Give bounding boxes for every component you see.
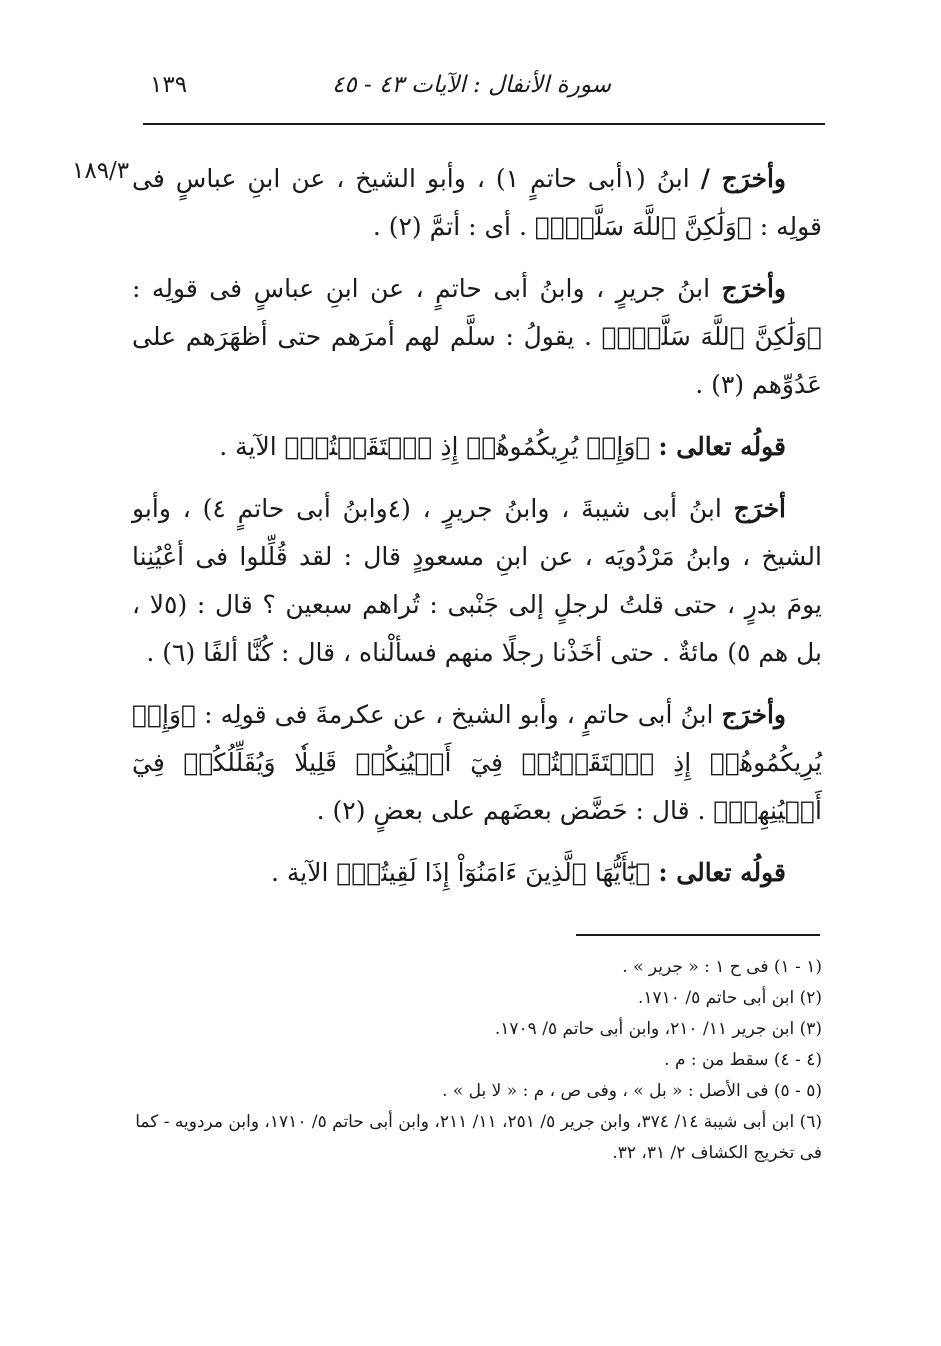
footnote-3: (٣) ابن جرير ١١/ ٢١٠، وابن أبى حاتم ٥/ ١٧٠٩.	[494, 1019, 822, 1039]
footnote-4: (٤ - ٤) سقط من : م .	[664, 1050, 822, 1070]
paragraph-text: ابنُ جريرٍ ، وابنُ أبى حاتمٍ ، عن ابنِ عباسٍ فى قولِه : ﴿وَلَٰكِنَّ ٱللَّهَ سَلَّمَۗ﴾ . يقولُ : سلَّم لهم أمرَهم حتى أظهَرَهم على عَدُوِّهم (٣) .	[132, 274, 822, 399]
page-number: ١٣٩	[150, 72, 188, 98]
paragraph-text: ﴿وَإِذۡ يُرِيكُمُوهُمۡ إِذِ ٱلۡتَقَيۡتُمۡ﴾ الآية .	[219, 432, 651, 461]
volume-page-reference: ١٨٩/٣	[72, 158, 130, 184]
paragraph-lead: أخرَج	[733, 494, 787, 523]
paragraph-lead: وأخرَج	[721, 700, 786, 729]
paragraph-lead: وأخرَج /	[700, 164, 787, 193]
running-header	[120, 72, 821, 112]
paragraph-text: ابنُ (١أبى حاتمٍ ١) ، وأبو الشيخ ، عن ابنِ عباسٍ فى قولِه : ﴿وَلَٰكِنَّ ٱللَّهَ سَلَّمَۗ﴾ . أى : أتمَّ (٢) .	[132, 164, 822, 241]
footnote-6: (٦) ابن أبى شيبة ١٤/ ٣٧٤، وابن جرير ٥/ ٢٥١، ١١/ ٢١١، وابن أبى حاتم ٥/ ١٧١٠، وابن مردويه - كما فى تخريج الكشاف ٢/ ٣١، ٣٢.	[135, 1112, 822, 1163]
paragraph-1	[132, 155, 822, 251]
paragraph-text: ابنُ أبى شيبةَ ، وابنُ جريرٍ ، (٤وابنُ أبى حاتمٍ ٤) ، وأبو الشيخ ، وابنُ مَرْدُويَه ، عن ابنِ مسعودٍ قال : لقد قُلِّلوا فى أعْيُنِنا يومَ بدرٍ ، حتى قلتُ لرجلٍ إلى جَنْبى : تُراهم سبعين ؟ قال : (٥لا ، بل هم ٥) مائةٌ . حتى أخَذْنا رجلًا منهم فسألْناه ، قال : كُنَّا ألفًا (٦) .	[132, 494, 822, 667]
footnote-5: (٥ - ٥) فى الأصل : « بل » ، وفى ص ، م : « لا بل » .	[442, 1081, 822, 1101]
verse-heading-2	[132, 849, 822, 897]
paragraph-text: ابنُ أبى حاتمٍ ، وأبو الشيخ ، عن عكرمةَ فى قولِه : ﴿وَإِذۡ يُرِيكُمُوهُمۡ إِذِ ٱلۡتَقَيۡتُمۡ فِيٓ أَعۡيُنِكُمۡ قَلِيلٗا وَيُقَلِّلُكُمۡ فِيٓ أَعۡيُنِهِمۡ﴾ . قال : حَضَّض بعضَهم على بعضٍ (٢) .	[132, 700, 822, 825]
paragraph-2	[132, 265, 822, 409]
paragraph-3	[132, 485, 822, 677]
surah-title: سورة الأنفال : الآيات ٤٣ - ٤٥	[332, 72, 611, 98]
paragraph-lead: قولُه تعالى :	[658, 858, 786, 887]
paragraph-lead: وأخرَج	[721, 274, 786, 303]
footnote-2: (٢) ابن أبى حاتم ٥/ ١٧١٠.	[637, 988, 822, 1008]
paragraph-lead: قولُه تعالى :	[658, 432, 786, 461]
paragraph-text: ﴿يَٰٓأَيُّهَا ٱلَّذِينَ ءَامَنُوٓاْ إِذَا لَقِيتُمۡ﴾ الآية .	[270, 858, 651, 887]
footnote-1: (١ - ١) فى ح ١ : « جرير » .	[622, 957, 822, 977]
verse-heading-1	[132, 423, 822, 471]
paragraph-4	[132, 691, 822, 835]
footnote-rule	[576, 934, 820, 936]
footnotes	[132, 952, 822, 1169]
main-text	[132, 155, 822, 911]
header-rule	[143, 123, 825, 125]
